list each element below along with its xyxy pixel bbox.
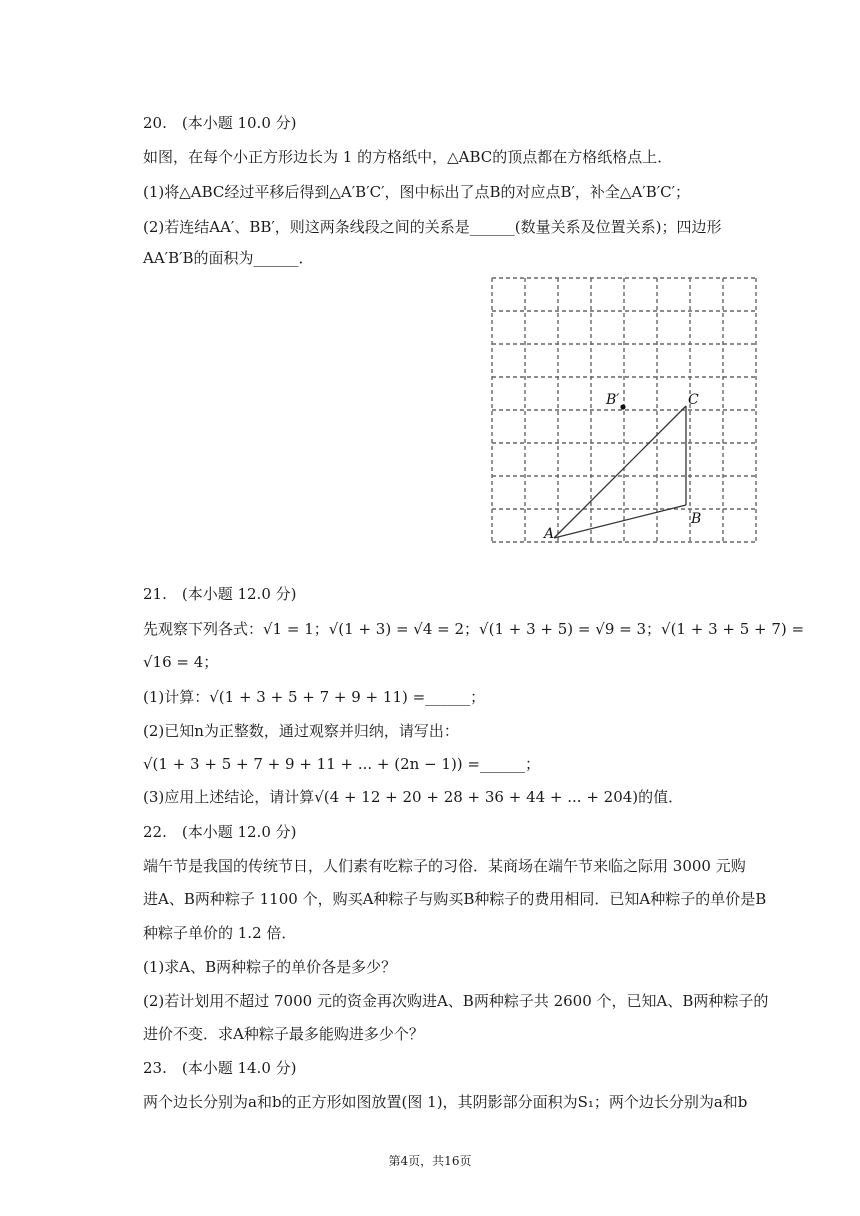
segment-ab xyxy=(554,505,686,538)
q21-heading: 21. (本小题 12.0 分) xyxy=(143,585,297,603)
label-b-prime: B′ xyxy=(606,392,620,408)
q22-heading: 22. (本小题 12.0 分) xyxy=(143,823,297,841)
q23-heading: 23. (本小题 14.0 分) xyxy=(143,1059,297,1077)
q21-part1: (1)计算：√(1 + 3 + 5 + 7 + 9 + 11) =______； xyxy=(143,688,486,706)
q20-heading: 20. (本小题 10.0 分) xyxy=(143,114,297,132)
q20-part1: (1)将△ABC经过平移后得到△A′B′C′，图中标出了点B的对应点B′，补全△A′B′C′； xyxy=(143,183,691,201)
q21-line2: √16 = 4； xyxy=(143,653,219,671)
segment-ac xyxy=(554,406,686,538)
q21-part2: (2)已知n为正整数，通过观察并归纳，请写出： xyxy=(143,722,459,740)
point-b-prime xyxy=(620,404,625,409)
q22-part2-line2: 进价不变．求A种粽子最多能购进多少个？ xyxy=(143,1025,424,1043)
q21-part3: (3)应用上述结论，请计算√(4 + 12 + 20 + 28 + 36 + 44 + ... + 204)的值． xyxy=(143,788,684,806)
triangle-grid-figure xyxy=(490,276,758,544)
q22-line3: 种粽子单价的 1.2 倍． xyxy=(143,924,297,942)
q22-line2: 进A、B两种粽子 1100 个，购买A种粽子与购买B种粽子的费用相同．已知A种粽子的单价是B xyxy=(143,890,767,908)
page-footer: 第4页，共16页 xyxy=(388,1154,472,1168)
label-b: B xyxy=(691,511,702,527)
q20-intro: 如图，在每个小正方形边长为 1 的方格纸中，△ABC的顶点都在方格纸格点上． xyxy=(143,148,673,166)
q22-line1: 端午节是我国的传统节日，人们素有吃粽子的习俗．某商场在端午节来临之际用 3000 元购 xyxy=(143,857,746,875)
q23-line1: 两个边长分别为a和b的正方形如图放置(图 1)，其阴影部分面积为S₁；两个边长分别为a和b xyxy=(143,1093,748,1111)
q21-line1: 先观察下列各式：√1 = 1；√(1 + 3) = √4 = 2；√(1 + 3 + 5) = √9 = 3；√(1 + 3 + 5 + 7) = xyxy=(143,620,805,638)
q22-part2-line1: (2)若计划用不超过 7000 元的资金再次购进A、B两种粽子共 2600 个，已知A、B两种粽子的 xyxy=(143,992,769,1010)
q21-part2-formula: √(1 + 3 + 5 + 7 + 9 + 11 + ... + (2n − 1)) =______； xyxy=(143,755,540,773)
q22-part1: (1)求A、B两种粽子的单价各是多少？ xyxy=(143,958,397,976)
label-a: A xyxy=(544,526,555,542)
q20-part2-line2: AA′B′B的面积为______． xyxy=(143,249,314,267)
q20-part2-line1: (2)若连结AA′、BB′，则这两条线段之间的关系是______(数量关系及位置关系)；四边形 xyxy=(143,218,722,236)
label-c: C xyxy=(688,392,699,408)
